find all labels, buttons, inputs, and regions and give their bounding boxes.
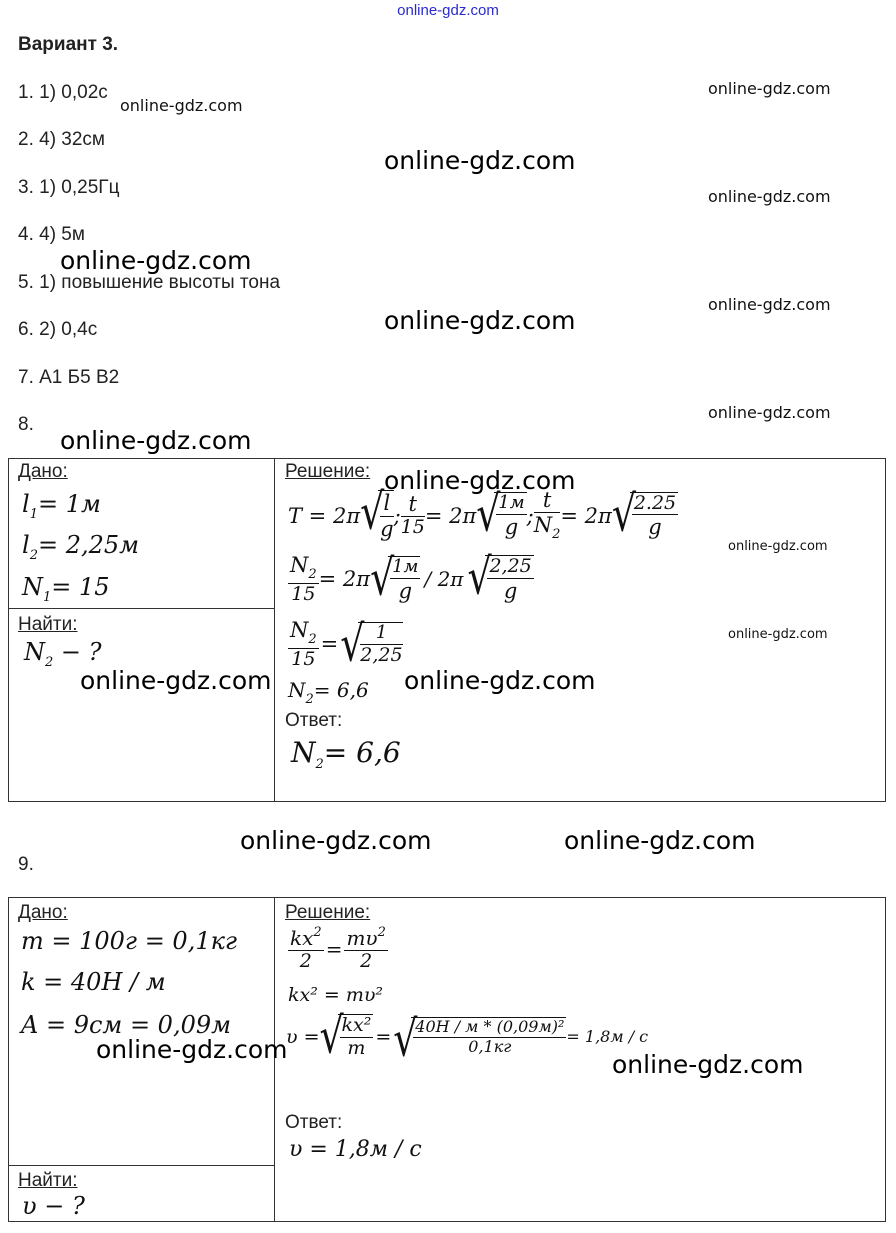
task9-given-m: m = 100г = 0,1кг [21, 927, 238, 955]
task8-find-label: Найти: [18, 614, 78, 635]
task8-divider [274, 458, 275, 802]
task9-number: 9. [18, 854, 34, 875]
task9-solution-label: Решение: [285, 902, 371, 923]
watermark: online-gdz.com [384, 306, 576, 335]
watermark: online-gdz.com [240, 826, 432, 855]
answer-1: 1. 1) 0,02с [18, 82, 108, 103]
task9-given-divider [8, 1165, 275, 1166]
task8-eq2: $\frac{N_2}{15}$ = 2π √ $\frac{1м}{g}$ / 2π √ $\frac{2,25}{g}$ [288, 553, 534, 606]
answer-8: 8. [18, 414, 34, 435]
task9-find-label: Найти: [18, 1170, 78, 1191]
task9-eq3: υ = √ $\frac{\text{kx²}}{m}$ = √ $\frac{\text{40Н / м * (0,09м)²}}{0,1кг}$ = 1,8м / с [286, 1014, 648, 1060]
watermark: online-gdz.com [612, 1050, 804, 1079]
watermark: online-gdz.com [120, 96, 243, 115]
watermark: online-gdz.com [60, 246, 252, 275]
task8-eq1: T = 2π √ $\frac{l}{g}$ ; $\frac{t}{15}$ = 2π √ $\frac{1м}{g}$ ; $\frac{t}{N_2}$ = 2π √ $\frac{2.25}{g}$ [288, 488, 678, 543]
task8-given-l2: $l_2= 2,25м$ [22, 531, 140, 563]
watermark: online-gdz.com [384, 146, 576, 175]
answer-2: 2. 4) 32см [18, 129, 105, 150]
watermark: online-gdz.com [96, 1035, 288, 1064]
answer-7: 7. А1 Б5 В2 [18, 367, 120, 388]
answer-4: 4. 4) 5м [18, 224, 85, 245]
task8-answer-label: Ответ: [285, 710, 343, 731]
task8-given-divider [8, 608, 275, 609]
watermark: online-gdz.com [728, 627, 828, 642]
task8-find: $N_2$ − ? [24, 638, 102, 670]
answer-6: 6. 2) 0,4с [18, 319, 98, 340]
task9-answer: υ = 1,8м / с [289, 1137, 422, 1162]
task9-eq2: kx² = mυ² [288, 984, 384, 1006]
watermark-top: online-gdz.com [397, 2, 499, 19]
task9-eq1: $\frac{kx^2}{2}$ = $\frac{m\upsilon^2}{2}$ [290, 925, 386, 972]
answer-5: 5. 1) повышение высоты тона [18, 272, 281, 293]
task8-given-n1: $N_1= 15$ [22, 573, 110, 605]
task8-solution-label: Решение: [285, 461, 371, 482]
task9-answer-label: Ответ: [285, 1112, 343, 1133]
answer-3: 3. 1) 0,25Гц [18, 177, 120, 198]
task8-given-label: Дано: [18, 461, 68, 482]
watermark: online-gdz.com [708, 295, 831, 314]
task9-given-k: k = 40Н / м [21, 968, 166, 996]
watermark: online-gdz.com [564, 826, 756, 855]
page-title: Вариант 3. [18, 34, 119, 55]
watermark: online-gdz.com [708, 403, 831, 422]
task9-given-label: Дано: [18, 902, 68, 923]
watermark: online-gdz.com [728, 539, 828, 554]
task8-answer: $N_2= 6,6$ [291, 736, 401, 772]
watermark: online-gdz.com [708, 187, 831, 206]
task8-eq3: $\frac{N_2}{15}$ = √ $\frac{1}{2,25}$ [288, 618, 403, 671]
task8-given-l1: $l_1= 1м$ [22, 490, 101, 522]
watermark: online-gdz.com [60, 426, 252, 455]
watermark: online-gdz.com [80, 666, 272, 695]
task8-eq4: $N_2= 6,6$ [288, 678, 369, 707]
task9-given-a: A = 9см = 0,09м [21, 1011, 232, 1039]
watermark: online-gdz.com [708, 79, 831, 98]
task9-find: υ − ? [22, 1192, 85, 1220]
watermark: online-gdz.com [404, 666, 596, 695]
watermark: online-gdz.com [384, 466, 576, 495]
